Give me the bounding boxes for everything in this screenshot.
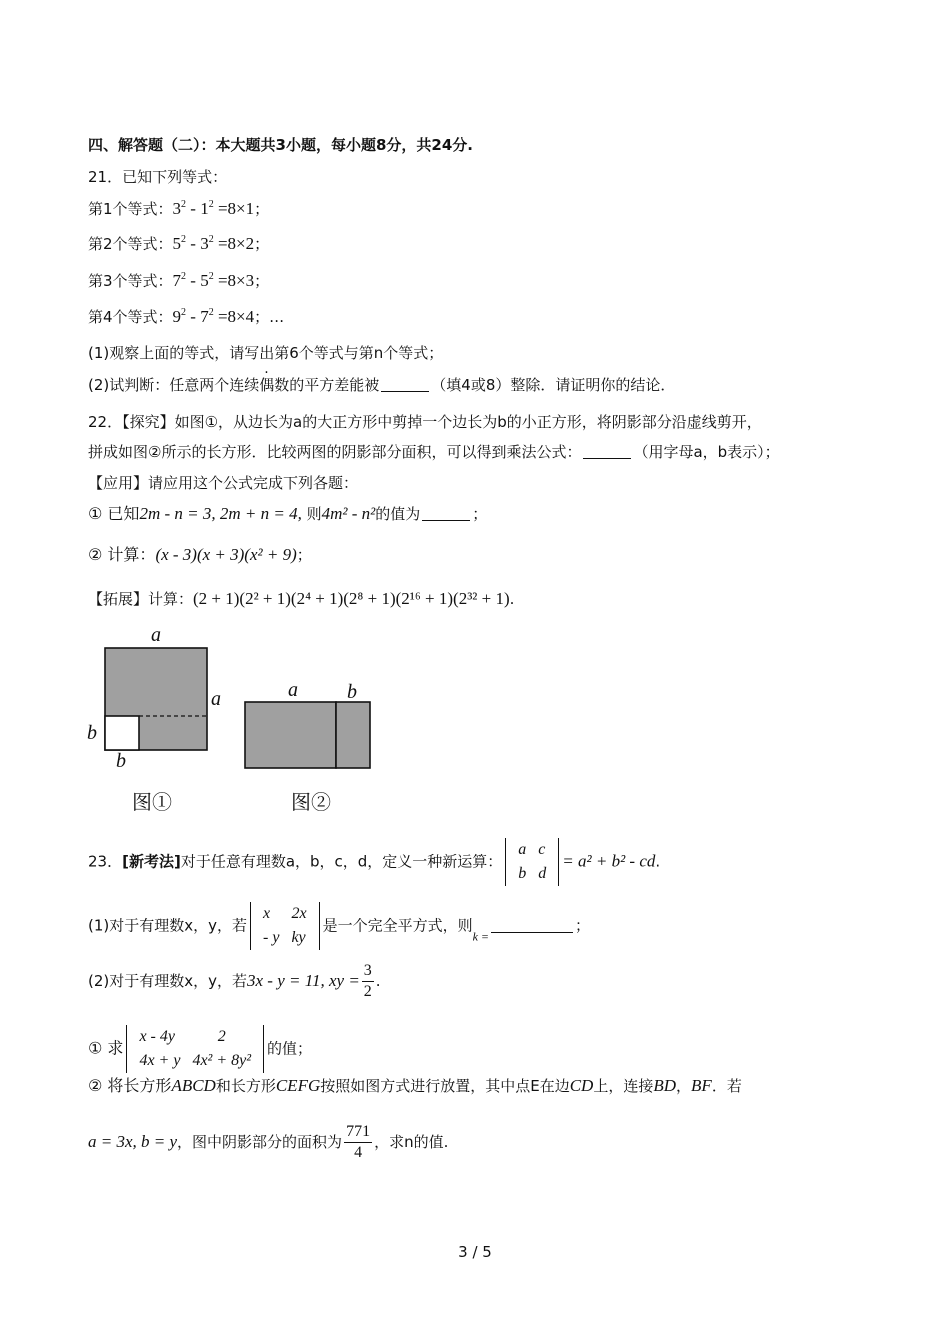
q21-part1: (1)观察上面的等式，请写出第6个等式与第n个等式； xyxy=(88,344,444,362)
fig2-caption: 图② xyxy=(291,792,331,814)
fig2-label-a: a xyxy=(288,679,298,701)
q22-line1: 22．【探究】如图①，从边长为a的大正方形中剪掉一个边长为b的小正方形，将阴影部分沿虚线剪开， xyxy=(88,413,762,431)
part1-determinant: x 2x - y ky xyxy=(250,902,320,950)
q21-part2: (2)试判断：任意两个连续偶数的平方差能被 （填4或8）整除．请证明你的结论． xyxy=(88,376,676,394)
fig1-label-b-bottom: b xyxy=(116,750,126,772)
fig1-label-b-left: b xyxy=(87,722,97,744)
fraction-area: $\frac{771}{4}$ xyxy=(346,1123,371,1161)
fig1-label-a-top: a xyxy=(151,624,161,646)
q21-stem: 21．已知下列等式： xyxy=(88,168,228,186)
sub1-determinant: x - 4y 2 4x + y 4x² + 8y² xyxy=(126,1025,264,1073)
fig2-rectangle-left xyxy=(245,702,336,768)
q21-eq2: 第2个等式：$5^2 - 3^2 =8\times 2$； xyxy=(88,234,270,253)
q21-eq3: 第3个等式：$7^2 - 5^2 =8\times 3$； xyxy=(88,271,270,290)
answer-blank xyxy=(422,506,470,521)
page-number: 3 / 5 xyxy=(458,1243,492,1261)
eq-prefix: 第4个等式： xyxy=(88,308,173,326)
q23-sub1: ① 求 x - 4y 2 4x + y 4x² + 8y² 的值； xyxy=(88,1025,312,1073)
q22-extension: 【拓展】计算：(2 + 1)(2² + 1)(2⁴ + 1)(2⁸ + 1)(2¹⁶ + 1)(2³² + 1). xyxy=(88,589,515,608)
fraction-three-halves: $\frac{3}{2}$ xyxy=(363,962,372,1000)
q23-stem: 23．[新考法]对于任意有理数a，b，c，d，定义一种新运算： a c b d = a² + b² - cd. xyxy=(88,838,660,886)
eq-prefix: 第2个等式： xyxy=(88,235,173,253)
fig1-caption: 图① xyxy=(132,792,172,814)
fig1-small-square xyxy=(105,716,139,750)
fig2-rectangle-right xyxy=(336,702,370,768)
fig1-label-a-right: a xyxy=(211,688,221,710)
fig2-label-b: b xyxy=(347,681,357,703)
q23-part1: (1)对于有理数x，y，若 x 2x - y ky 是一个完全平方式，则$_{k =}$； xyxy=(88,902,590,950)
new-method-tag: [新考法] xyxy=(122,852,181,871)
q22-line2: 拼成如图②所示的长方形．比较两图的阴影部分面积，可以得到乘法公式： （用字母a，b表示）； xyxy=(88,443,780,461)
q22-item1: ① 已知2m - n = 3, 2m + n = 4, 则4m² - n²的值为 ； xyxy=(88,504,488,523)
answer-blank xyxy=(491,918,573,933)
q22-item2: ② 计算：(x - 3)(x + 3)(x² + 9)； xyxy=(88,545,312,564)
eq-prefix: 第1个等式： xyxy=(88,200,173,218)
q23-part2: (2)对于有理数x，y，若3x - y = 11, xy = $\frac{3}{2}$ . xyxy=(88,962,381,1000)
section-title: 四、解答题（二）：本大题共3小题，每小题8分，共24分. xyxy=(88,136,473,154)
q23-sub2: ② 将长方形ABCD和长方形CEFG按照如图方式进行放置，其中点E在边CD上，连接BD，BF．若 xyxy=(88,1076,742,1095)
answer-blank xyxy=(583,444,631,459)
q21-eq4: 第4个等式：$9^2 - 7^2 =8\times 4$；… xyxy=(88,307,285,326)
q23-sub2-cont: a = 3x, b = y，图中阴影部分的面积为 $\frac{771}{4}$ ，求n的值. xyxy=(88,1123,449,1161)
q22-apply: 【应用】请应用这个公式完成下列各题： xyxy=(88,474,359,492)
answer-blank xyxy=(381,377,429,392)
emphasis-dots: 偶数 xyxy=(259,376,290,394)
q21-eq1: 第1个等式：$3^2 - 1^2 =8\times 1$； xyxy=(88,199,270,218)
definition-determinant: a c b d xyxy=(505,838,559,886)
eq-prefix: 第3个等式： xyxy=(88,272,173,290)
